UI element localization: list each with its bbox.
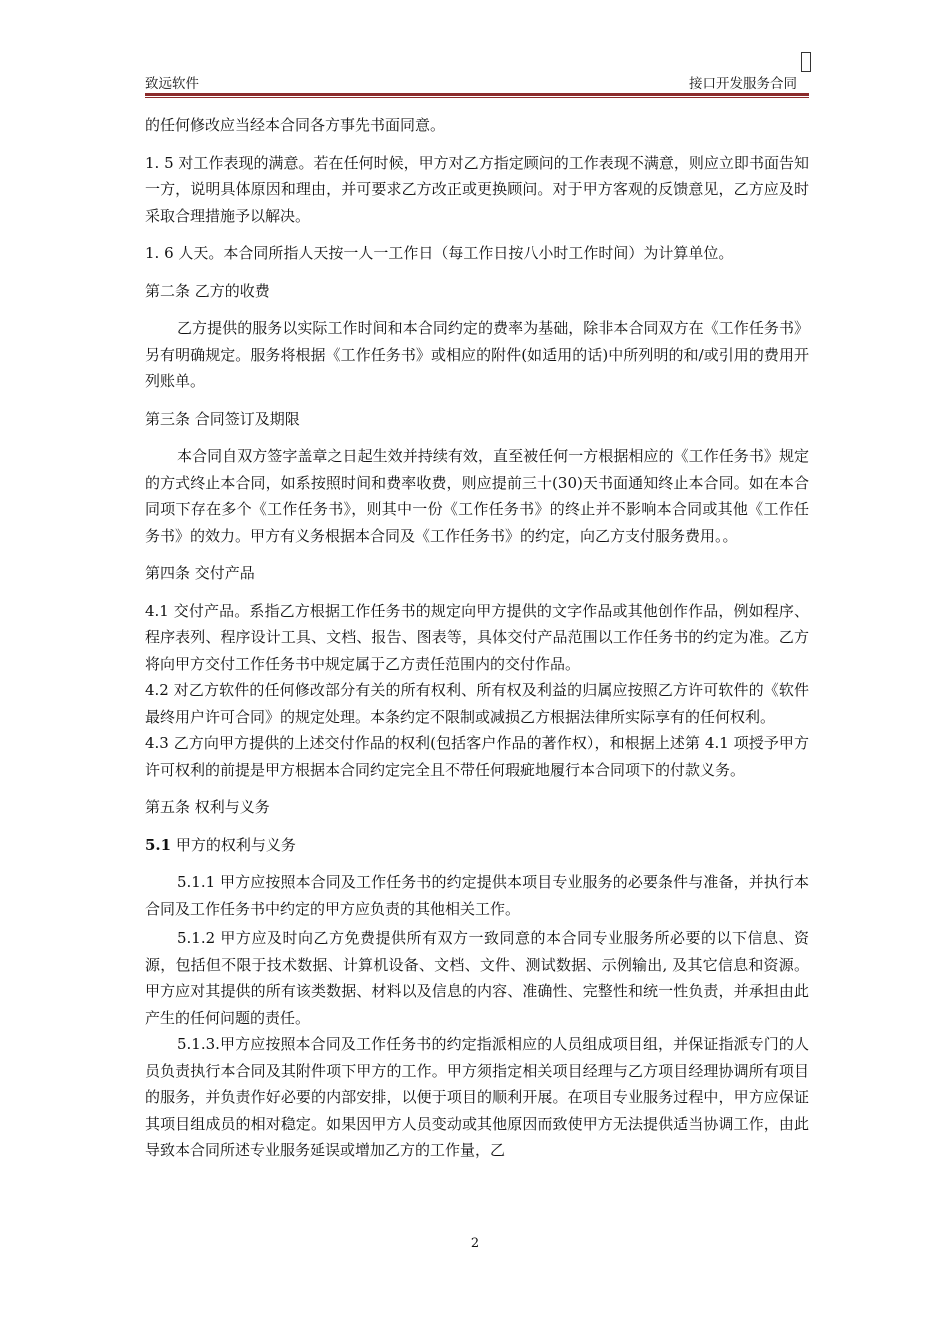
header-rule-thick bbox=[145, 93, 809, 96]
heading-article-3: 第三条 合同签订及期限 bbox=[145, 409, 300, 428]
paragraph-4-2: 4.2 对乙方软件的任何修改部分有关的所有权利、所有权及利益的归属应按照乙方许可软件的《软件最终用户许可合同》的规定处理。本条约定不限制或减损乙方根据法律所实际享有的任何权利。 bbox=[145, 681, 809, 726]
paragraph-5-1-2: 5.1.2 甲方应及时向乙方免费提供所有双方一致同意的本合同专业服务所必要的以下信息、资源，包括但不限于技术数据、计算机设备、文档、文件、测试数据、示例输出, 及其它信息和资源。甲方应对其提供的所有该类数据、材料以及信息的内容、准确性、完整性和统一性负责，并承担由此产生的任何问题的责任。 bbox=[145, 929, 809, 1027]
heading-5-1-number: 5.1 bbox=[145, 835, 172, 854]
heading-article-4: 第四条 交付产品 bbox=[145, 564, 255, 582]
paragraph-4-1: 4.1 交付产品。系指乙方根据工作任务书的规定向甲方提供的文字作品或其他创作作品，例如程序、程序表列、程序设计工具、文档、报告、图表等，具体交付产品范围以工作任务书的约定为准。乙方将向甲方交付工作任务书中规定属于乙方责任范围内的交付作品。 bbox=[145, 601, 809, 673]
header-company: 致远软件 bbox=[145, 76, 199, 92]
heading-5-1-text: 甲方的权利与义务 bbox=[171, 835, 296, 854]
page-number: 2 bbox=[470, 1236, 480, 1251]
header-box-glyph bbox=[801, 52, 811, 72]
paragraph-1-4-continued: 的任何修改应当经本合同各方事先书面同意。 bbox=[145, 116, 446, 134]
paragraph-article-2: 乙方提供的服务以实际工作时间和本合同约定的费率为基础，除非本合同双方在《工作任务书》另有明确规定。服务将根据《工作任务书》或相应的附件(如适用的话)中所列明的和/或引用的费用开列账单。 bbox=[145, 319, 809, 390]
heading-article-2: 第二条 乙方的收费 bbox=[145, 281, 270, 300]
document-body bbox=[145, 112, 809, 1164]
paragraph-5-1-3: 5.1.3.甲方应按照本合同及工作任务书的约定指派相应的人员组成项目组，并保证指派专门的人员负责执行本合同及其附件项下甲方的工作。甲方须指定相关项目经理与乙方项目经理协调所有项目的服务，并负责作好必要的内部安排，以便于项目的顺利开展。在项目专业服务过程中，甲方应保证其项目组成员的相对稳定。如果因甲方人员变动或其他原因而致使甲方无法提供适当协调工作，由此导致本合同所述专业服务延误或增加乙方的工作量，乙 bbox=[145, 1035, 809, 1159]
paragraph-1-5: 1. 5 对工作表现的满意。若在任何时候，甲方对乙方指定顾问的工作表现不满意，则应立即书面告知一方，说明具体原因和理由，并可要求乙方改正或更换顾问。对于甲方客观的反馈意见，乙方应及时采取合理措施予以解决。 bbox=[145, 153, 809, 225]
header-document-title: 接口开发服务合同 bbox=[689, 76, 797, 92]
heading-article-5: 第五条 权利与义务 bbox=[145, 798, 270, 816]
header-rule-thin bbox=[145, 97, 809, 98]
paragraph-5-1-1: 5.1.1 甲方应按照本合同及工作任务书的约定提供本项目专业服务的必要条件与准备，并执行本合同及工作任务书中约定的甲方应负责的其他相关工作。 bbox=[145, 873, 809, 918]
paragraph-article-3: 本合同自双方签字盖章之日起生效并持续有效，直至被任何一方根据相应的《工作任务书》规定的方式终止本合同，如系按照时间和费率收费，则应提前三十(30)天书面通知终止本合同。如在本合同项下存在多个《工作任务书》，则其中一份《工作任务书》的终止并不影响本合同或其他《工作任务书》的效力。甲方有义务根据本合同及《工作任务书》的约定，向乙方支付服务费用。。 bbox=[145, 447, 809, 545]
paragraph-1-6: 1. 6 人天。本合同所指人天按一人一工作日（每工作日按八小时工作时间）为计算单位。 bbox=[145, 244, 734, 262]
page-header bbox=[145, 68, 807, 96]
heading-5-1 bbox=[145, 832, 809, 859]
paragraph-4-3: 4.3 乙方向甲方提供的上述交付作品的权利(包括客户作品的著作权），和根据上述第 4.1 项授予甲方许可权利的前提是甲方根据本合同约定完全且不带任何瑕疵地履行本合同项下的付款义务。 bbox=[145, 734, 809, 779]
